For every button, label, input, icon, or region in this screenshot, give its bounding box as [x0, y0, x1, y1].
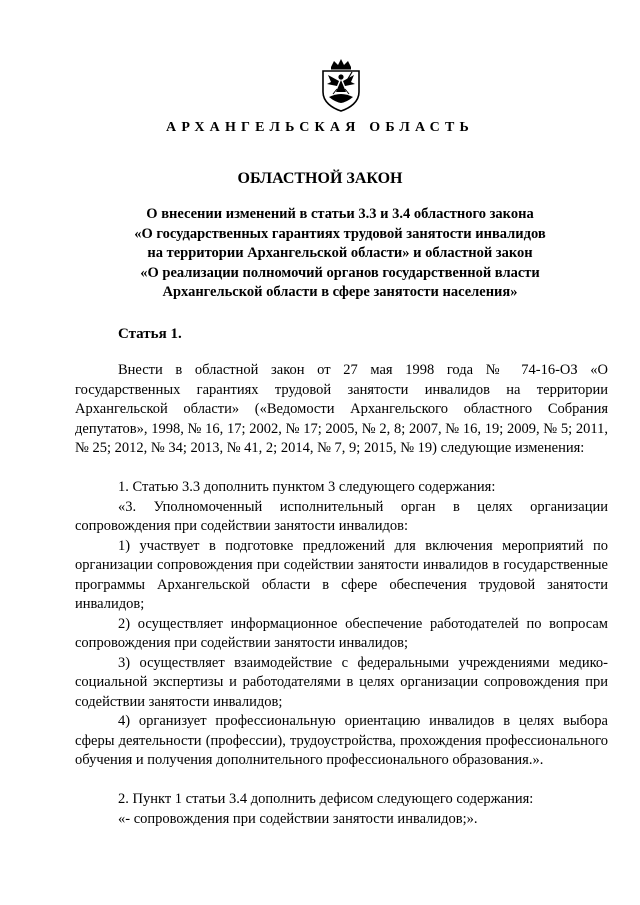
item-2-heading: 2. Пункт 1 статьи 3.4 дополнить дефисом следующего содержания: [118, 791, 534, 807]
region-name: АРХАНГЕЛЬСКАЯ ОБЛАСТЬ [166, 120, 474, 135]
article-intro-paragraph: Внести в областной закон от 27 мая 1998 года № 74-16-ОЗ «О государственных гарантиях трудовой занятости инвалидов на территории Архангельской области» («Ведомости Архангельского областного Собрания депутатов», 1998, № 16, 17; 2002, № 17; 2005, № 2, 8; 2007, № 16, 19; 2009, № 5; 2011, № 25; 2012, № 34; 2013, № 41, 2; 2014, № 7, 9; 2015, № 19) следующие изменения: [75, 362, 608, 456]
paragraph-gap [75, 459, 608, 479]
item-2-text: «- сопровождения при содействии занятости инвалидов;». [118, 810, 478, 827]
subject-line: на территории Архангельской области» и областной закон [147, 245, 533, 261]
paragraph-gap [75, 771, 608, 791]
item-1-heading: 1. Статью 3.3 дополнить пунктом 3 следующего содержания: [118, 479, 496, 495]
article-title: Статья 1. [118, 326, 182, 342]
subject-line: Архангельской области в сфере занятости населения» [162, 284, 518, 300]
subject-line: «О реализации полномочий органов государственной власти [140, 264, 540, 281]
law-type-title: ОБЛАСТНОЙ ЗАКОН [237, 170, 403, 187]
item-1-subpoint-1: 1) участвует в подготовке предложений для включения мероприятий по организации сопровождения при содействии занятости инвалидов в государственные программы Архангельской области в сфере обеспечения трудовой занятости инвалидов; [75, 537, 608, 612]
law-subject [95, 205, 585, 303]
item-1-subpoint-3: 3) осуществляет взаимодействие с федеральными учреждениями медико-социальной экспертизы и работодателями в целях организации сопровождения при содействии занятости инвалидов; [75, 654, 608, 710]
subject-line: О внесении изменений в статьи 3.3 и 3.4 областного закона [146, 206, 534, 222]
coat-of-arms-icon [319, 58, 363, 112]
article-body [75, 361, 608, 829]
item-1-subpoint-2: 2) осуществляет информационное обеспечение работодателей по вопросам сопровождения при содействии занятости инвалидов; [75, 615, 608, 651]
subject-line: «О государственных гарантиях трудовой занятости инвалидов [134, 225, 546, 242]
item-1-subpoint-4: 4) организует профессиональную ориентацию инвалидов в целях выбора сферы деятельности (профессии), трудоустройства, прохождения профессионального обучения и получения дополнительного профессионального образования.». [75, 713, 608, 768]
item-1-point-3: «3. Уполномоченный исполнительный орган в целях организации сопровождения при содействии занятости инвалидов: [75, 498, 608, 534]
